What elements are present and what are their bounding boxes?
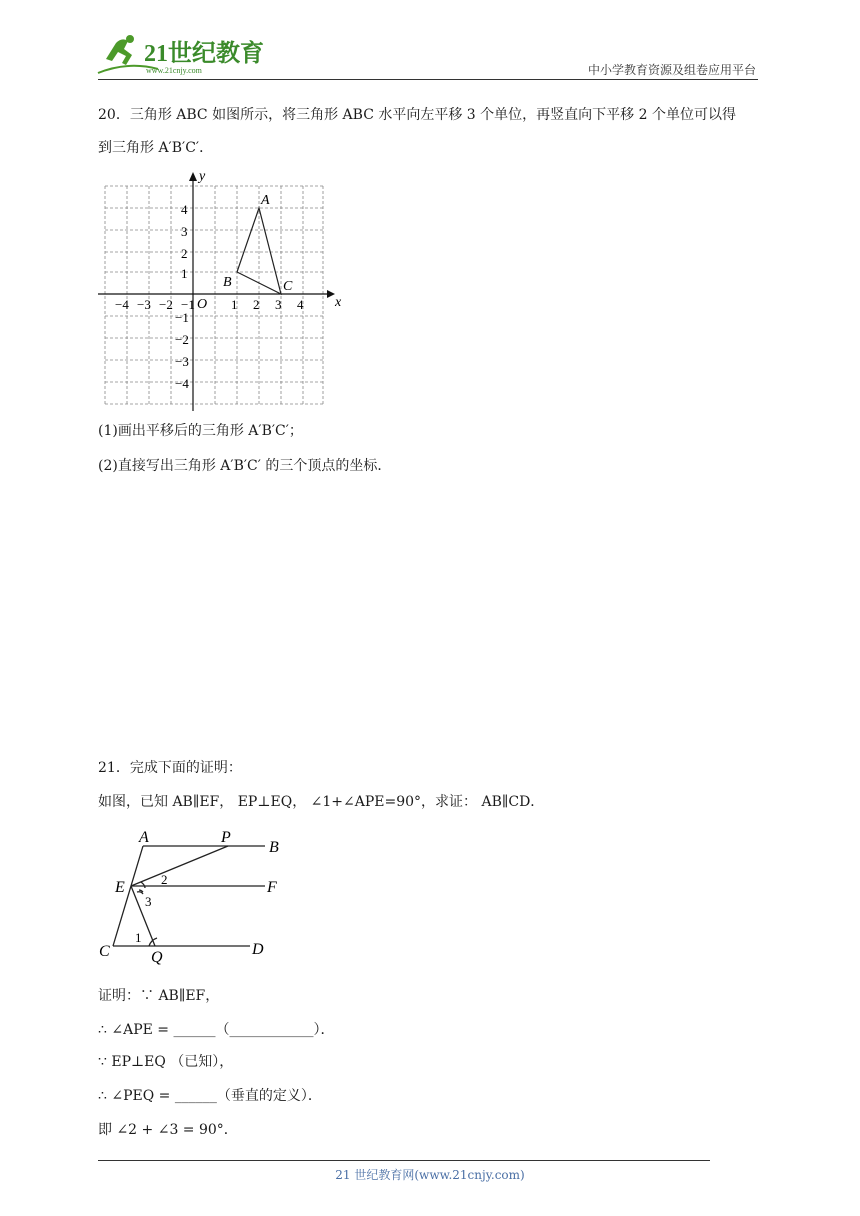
svg-text:B: B bbox=[269, 839, 279, 856]
x-axis-label: x bbox=[335, 295, 342, 310]
platform-name: 中小学教育资源及组卷应用平台 bbox=[587, 63, 756, 77]
svg-text:P: P bbox=[221, 829, 231, 846]
q21-parallel-lines-figure bbox=[95, 822, 295, 972]
footer-text: 21 世纪教育网(www.21cnjy.com) bbox=[335, 1168, 525, 1182]
q21-line2: 如图，已知 AB∥EF， EP⊥EQ， ∠1+∠APE=90°，求证： AB∥CD． bbox=[98, 794, 545, 810]
y-tick: −4 bbox=[175, 376, 189, 391]
q20-part1: (1)画出平移后的三角形 A′B′C′； bbox=[98, 423, 303, 439]
proof-line: ∴ ∠APE = ______（____________）． bbox=[98, 1022, 335, 1038]
y-tick: 1 bbox=[181, 266, 188, 281]
proof-line: 证明：∵ AB∥EF， bbox=[98, 988, 220, 1004]
x-tick: 3 bbox=[275, 297, 282, 312]
q20-line2: 到三角形 A′B′C′． bbox=[98, 140, 214, 156]
y-axis-label: y bbox=[199, 169, 206, 184]
svg-text:1: 1 bbox=[135, 930, 142, 945]
y-tick: −3 bbox=[175, 354, 189, 369]
header-divider bbox=[98, 79, 758, 80]
point-b-label: B bbox=[223, 275, 232, 290]
x-tick: 4 bbox=[297, 297, 304, 312]
x-tick: −4 bbox=[115, 297, 129, 312]
origin-label: O bbox=[197, 297, 208, 312]
svg-text:E: E bbox=[115, 879, 125, 896]
q20-part2: (2)直接写出三角形 A′B′C′ 的三个顶点的坐标． bbox=[98, 458, 392, 474]
proof-line: ∵ EP⊥EQ （已知）， bbox=[98, 1054, 234, 1070]
proof-line: 即 ∠2 + ∠3 = 90°． bbox=[98, 1122, 238, 1138]
svg-text:Q: Q bbox=[151, 949, 163, 966]
svg-text:C: C bbox=[99, 943, 110, 960]
svg-text:www.21cnjy.com: www.21cnjy.com bbox=[146, 66, 202, 75]
y-tick: 3 bbox=[181, 224, 188, 239]
svg-text:2: 2 bbox=[161, 872, 168, 887]
runner-icon bbox=[106, 39, 132, 65]
svg-text:21世纪教育: 21世纪教育 bbox=[144, 41, 264, 67]
point-c-label: C bbox=[283, 279, 293, 294]
y-tick: −1 bbox=[175, 310, 189, 325]
x-tick: −1 bbox=[181, 297, 195, 312]
svg-text:3: 3 bbox=[145, 894, 152, 909]
y-tick: 2 bbox=[181, 246, 188, 261]
x-tick: −3 bbox=[137, 297, 151, 312]
point-a-label: A bbox=[261, 193, 270, 208]
site-logo bbox=[96, 33, 266, 78]
q20-coordinate-grid bbox=[95, 168, 350, 413]
y-tick: 4 bbox=[181, 202, 188, 217]
svg-text:D: D bbox=[252, 941, 264, 958]
proof-line: ∴ ∠PEQ = ______（垂直的定义）． bbox=[98, 1088, 322, 1104]
y-tick: −2 bbox=[175, 332, 189, 347]
svg-text:F: F bbox=[267, 879, 277, 896]
svg-text:A: A bbox=[139, 829, 149, 846]
q21-line1: 21．完成下面的证明： bbox=[98, 760, 242, 776]
x-tick: −2 bbox=[159, 297, 173, 312]
q20-line1: 20．三角形 ABC 如图所示，将三角形 ABC 水平向左平移 3 个单位，再竖直向下平移 2 个单位可以得 bbox=[98, 107, 736, 123]
footer-divider bbox=[98, 1160, 710, 1161]
x-tick: 2 bbox=[253, 297, 260, 312]
x-tick: 1 bbox=[231, 297, 238, 312]
